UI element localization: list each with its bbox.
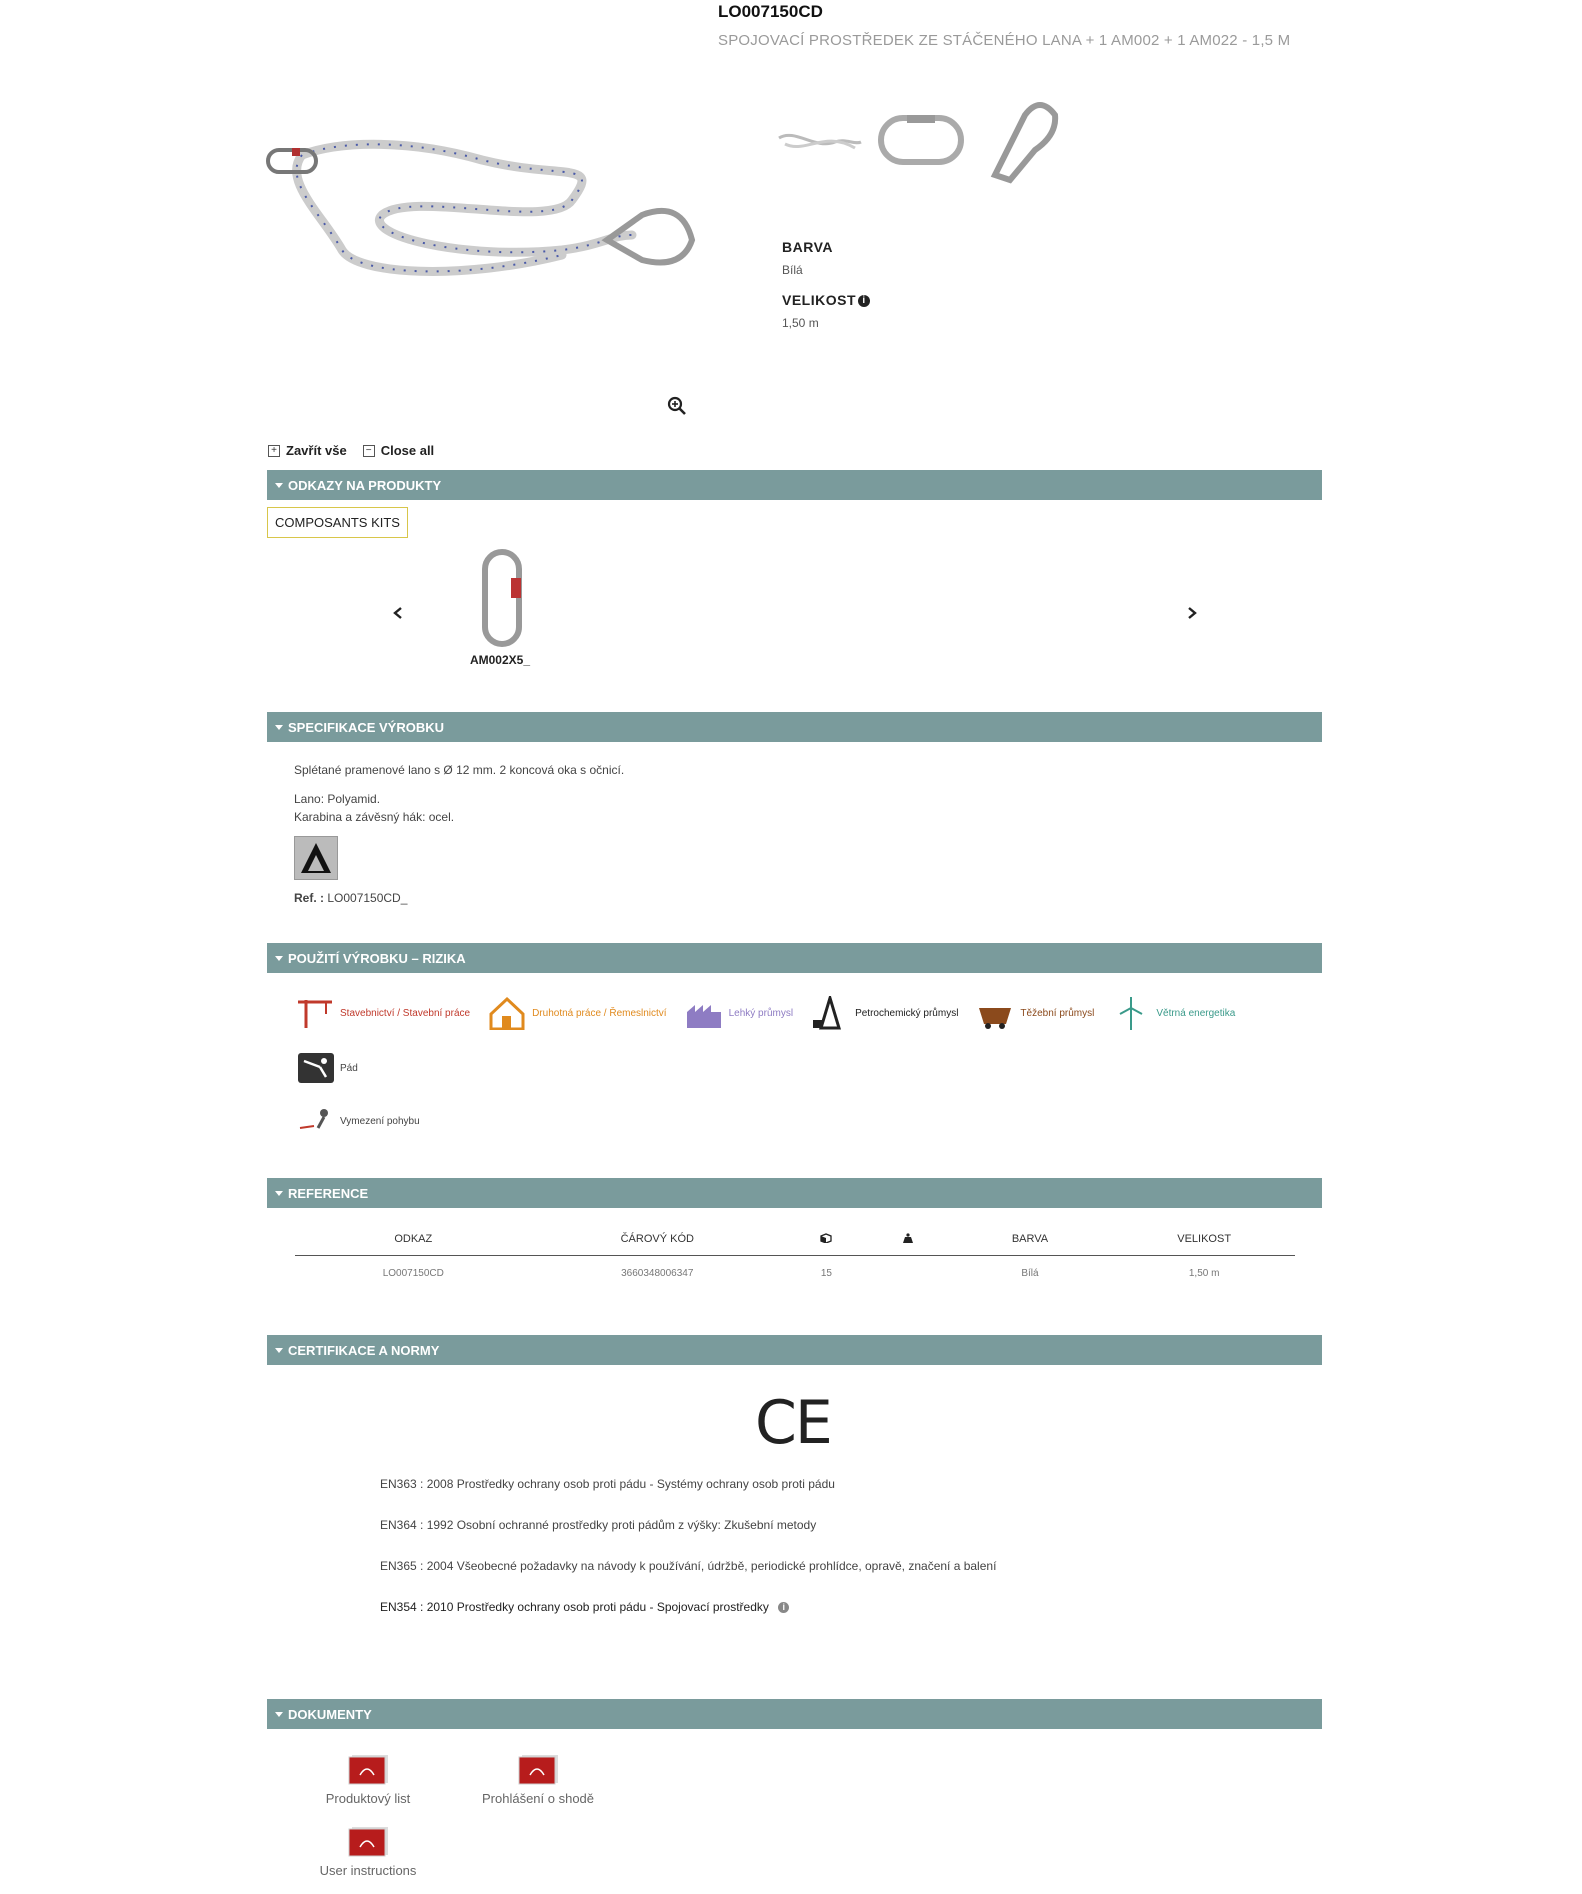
doc-user-instructions[interactable] [308,1825,428,1878]
section-header-docs[interactable] [267,1699,1322,1729]
section-header-reference[interactable] [267,1178,1322,1208]
spec-line-1: Splétané pramenové lano s Ø 12 mm. 2 koncová oka s očnicí. [294,763,625,777]
usage-construction [296,996,470,1030]
cell-size: 1,50 m [1188,1267,1220,1279]
main-product-image[interactable] [262,120,702,290]
fall-icon [298,1053,334,1083]
kit-product-label: AM002X5_ [469,653,531,667]
factory-icon [685,996,723,1030]
crane-icon [296,996,334,1030]
section-title: POUŽITÍ VÝROBKU – RIZIKA [288,950,466,966]
section-header-spec[interactable] [267,712,1322,742]
size-value: 1,50 m [782,316,819,330]
kit-product-card[interactable] [465,548,535,667]
mine-cart-icon [976,996,1014,1030]
spec-ref-label: Ref. : [294,891,324,905]
cert-line-2: EN364 : 1992 Osobní ochranné prostředky proti pádům z výšky: Zkušební metody [380,1518,817,1532]
weight-icon [903,1233,913,1243]
expand-toggles [268,443,434,458]
usage-light-industry [685,996,793,1030]
cert-line-4-text: EN354 : 2010 Prostředky ochrany osob proti pádu - Spojovací prostředky [380,1600,769,1614]
doc-label: User instructions [319,1863,417,1878]
color-label: BARVA [782,239,833,255]
section-title: REFERENCE [288,1185,369,1201]
usage-label: Petrochemický průmysl [855,1007,959,1019]
usage-crafts [488,996,667,1030]
caret-down-icon [275,956,283,961]
size-label [782,292,870,308]
brand-logo-icon [294,836,338,880]
caret-down-icon [275,1191,283,1196]
restraint-icon [298,1106,334,1136]
spec-line-3: Karabina a závěsný hák: ocel. [294,810,455,824]
wind-turbine-icon [1112,996,1150,1030]
spec-ref-value: LO007150CD_ [327,891,408,905]
section-header-links[interactable] [267,470,1322,500]
cert-line-3: EN365 : 2004 Všeobecné požadavky na návody k používání, údržbě, periodické prohlídce, opravě, značení a balení [380,1559,997,1573]
usage-label: Těžební průmysl [1020,1007,1095,1019]
col-header-weight [870,1223,947,1256]
caret-down-icon [275,1712,283,1717]
usage-sectors [296,996,1235,1030]
cert-line-1: EN363 : 2008 Prostředky ochrany osob proti pádu - Systémy ochrany osob proti pádu [380,1477,835,1491]
color-value: Bílá [782,263,803,277]
usage-wind-energy [1112,996,1235,1030]
cell-weight [870,1256,947,1291]
thumbnail-lanyard[interactable] [775,95,863,185]
info-icon[interactable]: i [858,295,870,307]
box-icon [820,1233,832,1243]
size-label-text: VELIKOST [782,292,857,308]
pdf-icon [518,1753,558,1785]
usage-mining [976,996,1094,1030]
product-reference: LO007150CD [718,2,823,21]
caret-down-icon [275,1348,283,1353]
pdf-icon [348,1753,388,1785]
minus-box-icon[interactable]: − [363,445,375,457]
spec-line-2: Lano: Polyamid. [294,792,381,806]
house-icon [488,996,526,1030]
usage-movement-label: Vymezení pohybu [340,1115,420,1127]
section-header-usage[interactable] [267,943,1322,973]
thumbnail-carabiner[interactable] [877,95,965,185]
open-all-link[interactable]: Zavřít vše [286,443,347,458]
col-header-size: VELIKOST [1113,1223,1295,1256]
kits-tag[interactable]: COMPOSANTS KITS [267,507,408,538]
usage-label: Lehký průmysl [728,1007,794,1019]
usage-label: Druhotná práce / Řemeslnictví [532,1007,667,1019]
caret-down-icon [275,483,283,488]
oil-rig-icon [811,996,849,1030]
close-all-link[interactable]: Close all [380,443,435,458]
section-header-cert[interactable] [267,1335,1322,1365]
cert-line-4 [380,1600,789,1614]
table-row [295,1256,1295,1291]
col-header-box [783,1223,870,1256]
section-title: SPECIFIKACE VÝROBKU [288,719,445,735]
info-icon[interactable]: i [778,1602,789,1613]
doc-product-sheet[interactable] [308,1753,428,1806]
cell-ref: LO007150CD [382,1267,444,1279]
caret-down-icon [275,725,283,730]
cell-box: 15 [820,1267,832,1279]
pdf-icon [348,1825,388,1857]
plus-box-icon[interactable]: + [268,445,280,457]
product-subtitle: SPOJOVACÍ PROSTŘEDEK ZE STÁČENÉHO LANA + 1 AM002 + 1 AM022 - 1,5 M [718,32,1291,49]
zoom-icon[interactable] [666,395,688,417]
doc-label: Prohlášení o shodě [481,1791,595,1806]
usage-label: Stavebnictví / Stavební práce [340,1007,471,1019]
carousel-prev-icon[interactable] [388,603,408,623]
cell-color: Bílá [1021,1267,1039,1279]
section-title: DOKUMENTY [288,1706,372,1722]
col-header-barcode: ČÁROVÝ KÓD [532,1223,784,1256]
doc-declaration[interactable] [478,1753,598,1806]
usage-label: Větrná energetika [1156,1007,1236,1019]
usage-petrochemical [811,996,958,1030]
doc-label: Produktový list [325,1791,411,1806]
usage-fall-label: Pád [340,1062,358,1074]
usage-movement [298,1106,420,1136]
section-title: ODKAZY NA PRODUKTY [288,477,442,493]
col-header-ref: ODKAZ [295,1223,532,1256]
thumbnail-strip [775,95,1067,185]
usage-fall [298,1053,358,1083]
reference-table [295,1223,1295,1290]
cell-barcode: 3660348006347 [621,1267,694,1279]
carousel-next-icon[interactable] [1182,603,1202,623]
carabiner-image [465,548,535,648]
ce-mark: CE [755,1388,831,1458]
spec-ref [294,891,407,905]
section-title: CERTIFIKACE A NORMY [288,1342,440,1358]
col-header-color: BARVA [947,1223,1114,1256]
thumbnail-hook[interactable] [979,95,1067,185]
